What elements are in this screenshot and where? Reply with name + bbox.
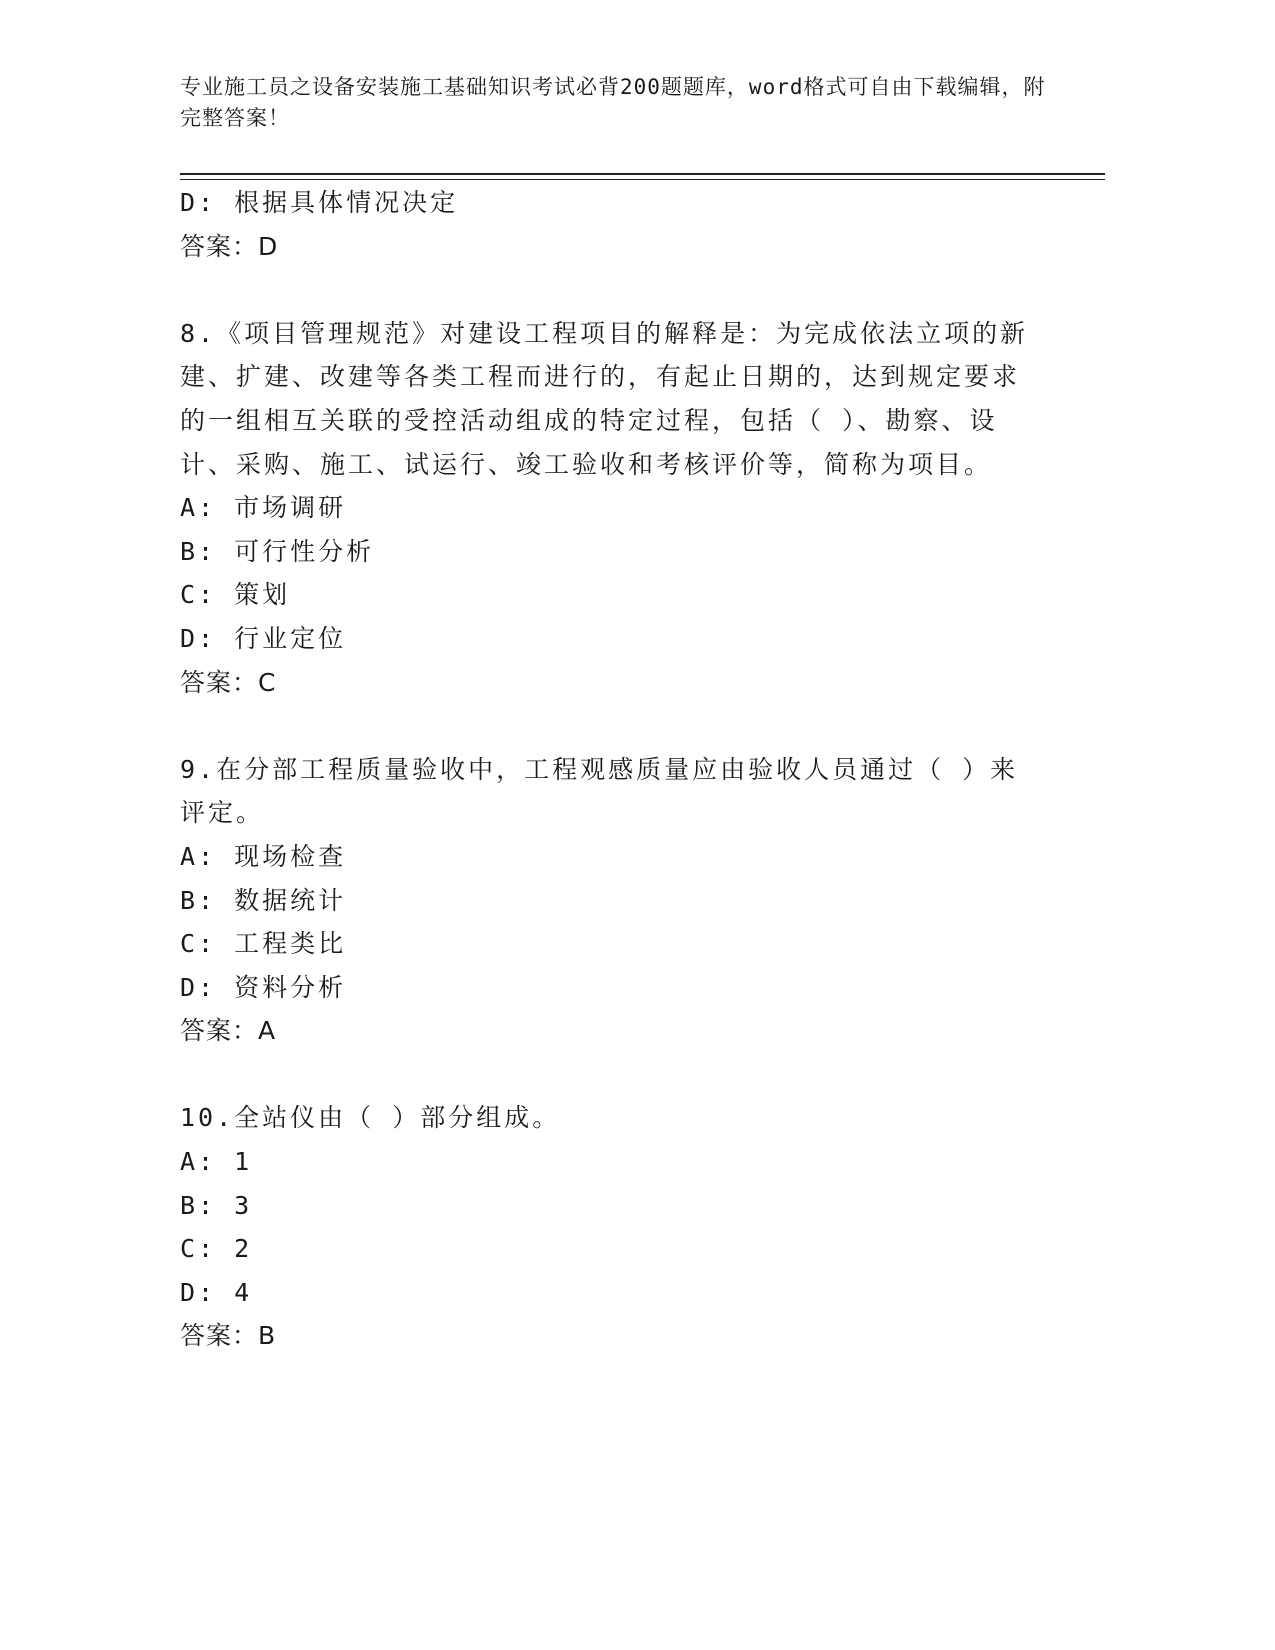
question-stem: 9.在分部工程质量验收中，工程观感质量应由验收人员通过（ ）来评定。	[180, 754, 1019, 828]
option-a: A: 现场检查	[180, 841, 347, 871]
option-c: C: 2	[180, 1234, 253, 1264]
option-d: D: 4	[180, 1277, 253, 1307]
spacer	[180, 1053, 1040, 1097]
spacer	[180, 268, 1040, 312]
question-content	[180, 181, 1040, 1358]
answer-line: 答案：C	[180, 667, 277, 697]
question-stem: 8.《项目管理规范》对建设工程项目的解释是：为完成依法立项的新建、扩建、改建等各类工程而进行的，有起止日期的，达到规定要求的一组相互关联的受控活动组成的特定过程，包括（ ）、勘察、设计、采购、施工、试运行、竣工验收和考核评价等，简称为项目。	[180, 318, 1029, 479]
header-rule-thin	[180, 179, 1105, 180]
question-8	[180, 312, 1040, 704]
option-c: C: 工程类比	[180, 929, 347, 959]
document-header: 专业施工员之设备安装施工基础知识考试必背200题题库，word格式可自由下载编辑，附完整答案！	[180, 75, 1046, 130]
option-a: A: 1	[180, 1147, 253, 1177]
question-stem: 10.全站仪由（ ）部分组成。	[180, 1103, 561, 1133]
option-d: D: 资料分析	[180, 972, 347, 1002]
option-d: D: 根据具体情况决定	[180, 188, 459, 217]
answer-line: 答案：D	[180, 231, 279, 261]
option-b: B: 数据统计	[180, 885, 347, 915]
option-c: C: 策划	[180, 580, 291, 610]
option-d: D: 行业定位	[180, 623, 347, 653]
option-a: A: 市场调研	[180, 493, 347, 523]
answer-line: 答案：A	[180, 1016, 277, 1046]
spacer	[180, 704, 1040, 748]
question-9	[180, 748, 1040, 1053]
answer-line: 答案：B	[180, 1321, 277, 1351]
option-b: B: 3	[180, 1190, 253, 1220]
question-10	[180, 1096, 1040, 1358]
header-rule-thick	[180, 173, 1105, 175]
option-b: B: 可行性分析	[180, 536, 375, 566]
previous-question-tail	[180, 181, 1040, 268]
